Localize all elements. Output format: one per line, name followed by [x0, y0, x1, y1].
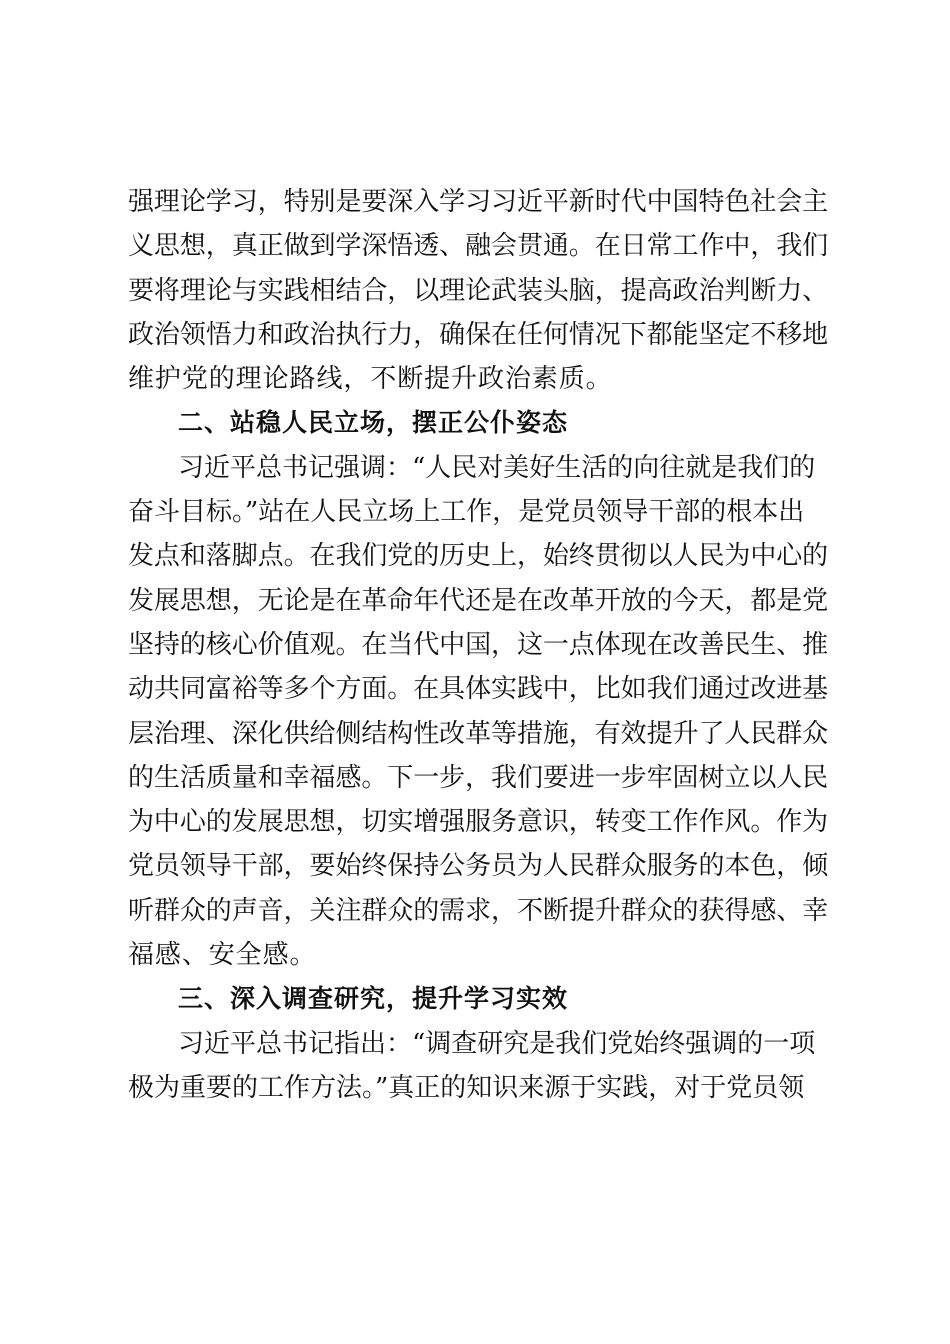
paragraph-line: 的生活质量和幸福感。下一步，我们要进一步牢固树立以人民 — [128, 762, 828, 793]
paragraph-line: 动共同富裕等多个方面。在具体实践中，比如我们通过改进基 — [128, 674, 828, 705]
paragraph-line: 发点和落脚点。在我们党的历史上，始终贯彻以人民为中心的 — [128, 541, 828, 572]
paragraph-line: 极为重要的工作方法。”真正的知识来源于实践，对于党员领 — [128, 1072, 805, 1103]
paragraph-line: 要将理论与实践相结合，以理论武装头脑，提高政治判断力、 — [128, 275, 828, 306]
paragraph-line: 发展思想，无论是在革命年代还是在改革开放的今天，都是党 — [128, 585, 828, 616]
paragraph-line: 奋斗目标。”站在人民立场上工作，是党员领导干部的根本出 — [128, 497, 805, 528]
paragraph-line: 坚持的核心价值观。在当代中国，这一点体现在改善民生、推 — [128, 629, 828, 660]
paragraph-line: 习近平总书记强调：“人民对美好生活的向往就是我们的 — [178, 452, 816, 483]
paragraph-line: 听群众的声音，关注群众的需求，不断提升群众的获得感、幸 — [128, 895, 828, 926]
paragraph-line: 福感、安全感。 — [128, 940, 317, 971]
document-body — [128, 180, 828, 1110]
paragraph-line: 层治理、深化供给侧结构性改革等措施，有效提升了人民群众 — [128, 718, 828, 749]
paragraph-line: 党员领导干部，要始终保持公务员为人民群众服务的本色，倾 — [128, 851, 828, 882]
paragraph-line: 为中心的发展思想，切实增强服务意识，转变工作作风。作为 — [128, 807, 828, 838]
section-heading-three: 三、深入调查研究，提升学习实效 — [178, 984, 569, 1014]
section-heading-two: 二、站稳人民立场，摆正公仆姿态 — [178, 408, 569, 438]
paragraph-line: 政治领悟力和政治执行力，确保在任何情况下都能坚定不移地 — [128, 319, 828, 350]
paragraph-line: 强理论学习，特别是要深入学习习近平新时代中国特色社会主 — [128, 187, 828, 217]
paragraph-line: 维护党的理论路线，不断提升政治素质。 — [128, 364, 613, 395]
paragraph-line: 义思想，真正做到学深悟透、融会贯通。在日常工作中，我们 — [128, 231, 828, 262]
paragraph-line: 习近平总书记指出：“调查研究是我们党始终强调的一项 — [178, 1028, 816, 1059]
